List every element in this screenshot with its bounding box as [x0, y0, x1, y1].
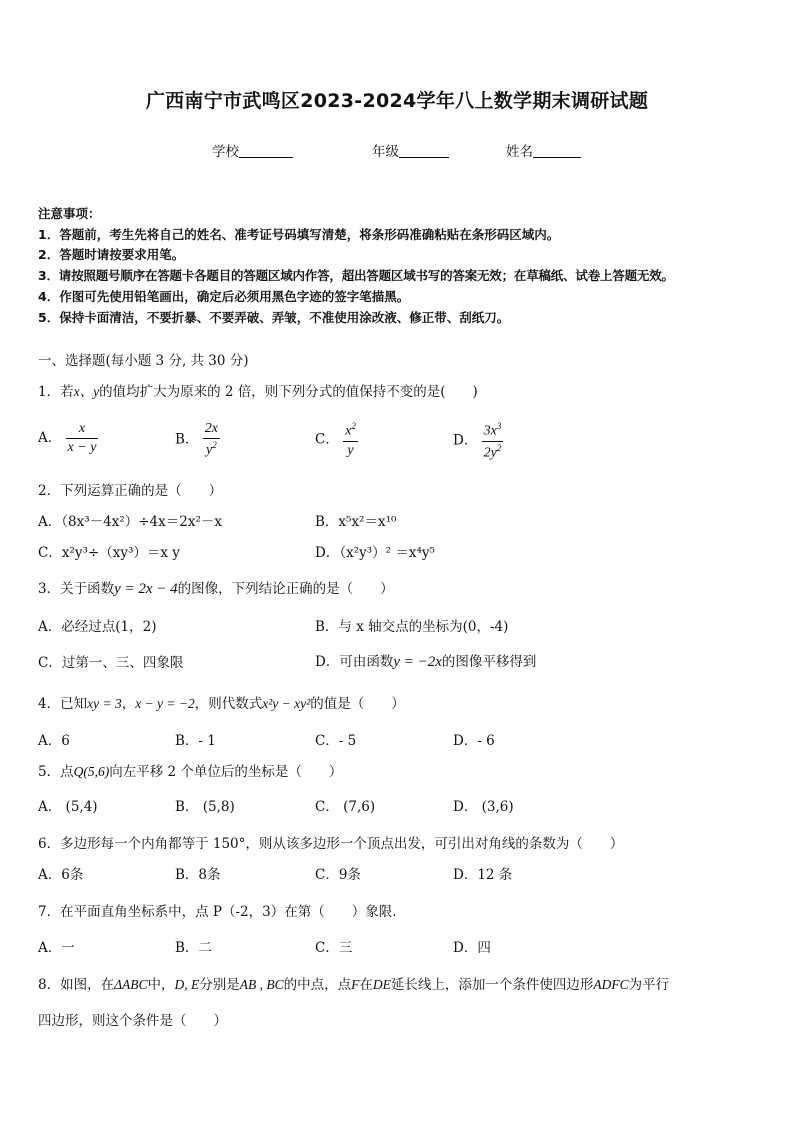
question-8-stem: 8．如图，在ΔABC中，D, E分别是AB , BC的中点，点F在DE延长线上，添加一个条件使四边形ADFC为平行	[38, 977, 670, 993]
q5-option-c[interactable]: C． (7,6)	[315, 799, 376, 815]
q4-option-d[interactable]: D．- 6	[453, 733, 495, 749]
q4-option-b[interactable]: B．- 1	[175, 733, 216, 749]
q1-option-a[interactable]: A． $\frac{x}{x - y}$	[38, 421, 97, 455]
q7-option-a[interactable]: A．一	[38, 940, 75, 956]
question-7-stem: 7．在平面直角坐标系中，点 P（-2，3）在第（ ）象限.	[38, 904, 397, 920]
q2-option-d[interactable]: D．（x²y³）² ＝x⁴y⁵	[315, 545, 435, 561]
school-field	[212, 140, 293, 160]
q3-option-d[interactable]: D．可由函数y = −2x的图像平移得到	[315, 654, 537, 670]
question-2-stem: 2．下列运算正确的是（ ）	[38, 483, 223, 499]
note-item: 3．请按照题号顺序在答题卡各题目的答题区域内作答，超出答题区域书写的答案无效；在草稿纸、试卷上答题无效。	[38, 268, 674, 283]
name-field	[506, 140, 581, 160]
q7-option-c[interactable]: C．三	[315, 940, 353, 956]
question-6-stem: 6．多边形每一个内角都等于 150°，则从该多边形一个顶点出发，可引出对角线的条数为（ ）	[38, 836, 624, 852]
exam-title: 广西南宁市武鸣区2023-2024学年八上数学期末调研试题	[145, 90, 649, 112]
q4-option-a[interactable]: A．6	[38, 733, 70, 749]
notes-heading: 注意事项：	[38, 206, 101, 221]
q7-option-b[interactable]: B．二	[175, 940, 212, 956]
q2-option-b[interactable]: B．x⁵x²＝x¹⁰	[315, 514, 397, 530]
q1-option-b[interactable]: B． $\frac{2x}{y^2}$	[175, 421, 218, 458]
q2-option-a[interactable]: A．（8x³－4x²）÷4x＝2x²－x	[38, 514, 222, 530]
note-item: 2．答题时请按要求用笔。	[38, 247, 185, 262]
grade-field	[372, 140, 449, 160]
q4-option-c[interactable]: C．- 5	[315, 733, 357, 749]
fraction: $\frac{x}{x - y}$	[67, 421, 97, 455]
q6-option-a[interactable]: A．6条	[38, 867, 84, 883]
fraction: $\frac{2x}{y^2}$	[204, 421, 218, 458]
question-4-stem: 4．已知xy = 3，x − y = −2，则代数式x²y − xy²的值是（ ）	[38, 696, 405, 712]
q3-option-b[interactable]: B．与 x 轴交点的坐标为(0，-4)	[315, 619, 509, 635]
q1-option-c[interactable]: C． $\frac{x^2}{y}$	[315, 421, 356, 458]
q3-option-a[interactable]: A．必经过点(1，2)	[38, 619, 157, 635]
q5-option-d[interactable]: D． (3,6)	[453, 799, 514, 815]
q6-option-d[interactable]: D．12 条	[453, 867, 513, 883]
q7-option-d[interactable]: D．四	[453, 940, 491, 956]
question-1-stem: 1．若x、y的值均扩大为原来的 2 倍，则下列分式的值保持不变的是( )	[38, 384, 478, 400]
question-5-stem: 5．点Q(5,6)向左平移 2 个单位后的坐标是（ ）	[38, 764, 343, 780]
q1-option-d[interactable]: D． $\frac{3x^3}{2y^2}$	[453, 421, 502, 461]
note-item: 1．答题前，考生先将自己的姓名、准考证号码填写清楚，将条形码准确粘贴在条形码区域内。	[38, 227, 560, 242]
question-8-stem-line2: 四边形，则这个条件是（ ）	[38, 1013, 227, 1029]
fraction: $\frac{3x^3}{2y^2}$	[483, 421, 502, 461]
fraction: $\frac{x^2}{y}$	[345, 421, 356, 458]
school-blank[interactable]	[239, 143, 293, 158]
q2-option-c[interactable]: C．x²y³÷（xy³）＝x y	[38, 545, 180, 561]
q3-option-c[interactable]: C．过第一、三、四象限	[38, 655, 184, 671]
name-label: 姓名	[506, 144, 533, 160]
question-3-stem: 3．关于函数y = 2x − 4的图像，下列结论正确的是（ ）	[38, 581, 394, 597]
q6-option-b[interactable]: B．8条	[175, 867, 221, 883]
grade-label: 年级	[372, 144, 399, 160]
school-label: 学校	[212, 144, 239, 160]
q6-option-c[interactable]: C．9条	[315, 867, 361, 883]
note-item: 4．作图可先使用铅笔画出，确定后必须用黑色字迹的签字笔描黑。	[38, 289, 410, 304]
note-item: 5．保持卡面清洁，不要折暴、不要弄破、弄皱，不准使用涂改液、修正带、刮纸刀。	[38, 310, 510, 325]
grade-blank[interactable]	[399, 143, 449, 158]
name-blank[interactable]	[533, 143, 581, 158]
section-heading: 一、选择题(每小题 3 分, 共 30 分)	[38, 353, 249, 369]
q5-option-b[interactable]: B． (5,8)	[175, 799, 235, 815]
q5-option-a[interactable]: A． (5,4)	[38, 799, 98, 815]
